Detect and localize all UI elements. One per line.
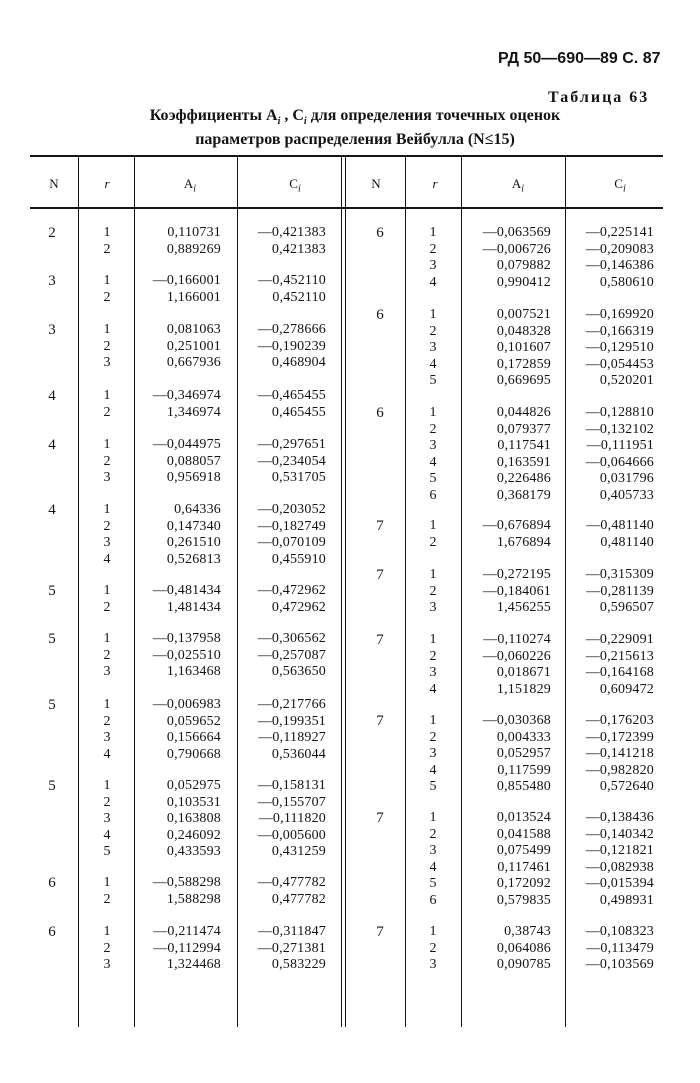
header-r-right bbox=[418, 176, 452, 192]
left-row-c: —0,199351 bbox=[257, 713, 326, 729]
left-row-r: 1 bbox=[103, 322, 111, 337]
right-row-c: 0,481140 bbox=[600, 534, 654, 550]
title-subscript-c: i bbox=[303, 116, 307, 128]
left-row-r: 1 bbox=[103, 502, 111, 517]
right-row-c: —0,103569 bbox=[585, 957, 654, 972]
left-row-c: —0,421383 bbox=[257, 225, 326, 240]
right-group-n: 7 bbox=[376, 713, 384, 729]
left-row-c: 0,455910 bbox=[271, 551, 326, 567]
left-row-c: 0,431259 bbox=[271, 844, 326, 859]
right-row-c: —0,113479 bbox=[586, 940, 654, 956]
right-row-r: 3 bbox=[429, 665, 437, 680]
left-row-a: 1,481434 bbox=[166, 599, 221, 615]
left-row-a: 1,163468 bbox=[166, 664, 221, 679]
title-part-a: Коэффициенты A bbox=[149, 107, 278, 124]
table-top-rule bbox=[30, 155, 663, 157]
right-row-a: 0,172092 bbox=[496, 876, 551, 891]
right-row-a: 0,38743 bbox=[504, 924, 551, 939]
right-row-a: 0,368179 bbox=[496, 487, 551, 503]
right-row-a: 0,044826 bbox=[496, 405, 551, 420]
left-row-c: 0,452110 bbox=[272, 289, 326, 305]
left-row-r: 1 bbox=[103, 778, 111, 793]
right-row-r: 1 bbox=[429, 307, 437, 322]
left-row-r: 4 bbox=[103, 551, 111, 567]
left-row-c: —0,477782 bbox=[257, 875, 326, 890]
right-row-r: 3 bbox=[429, 843, 437, 858]
right-row-r: 2 bbox=[429, 648, 437, 664]
header-a-left-label: A bbox=[183, 176, 194, 191]
table-header-rule bbox=[30, 207, 663, 209]
left-row-r: 2 bbox=[103, 713, 111, 729]
left-row-c: 0,563650 bbox=[271, 664, 326, 679]
right-row-a: 0,064086 bbox=[496, 940, 551, 956]
right-row-c: 0,520201 bbox=[599, 373, 654, 388]
header-r-right-label: r bbox=[432, 176, 438, 191]
right-row-a: 0,990412 bbox=[496, 274, 551, 290]
right-row-a: 0,855480 bbox=[496, 779, 551, 794]
left-row-r: 1 bbox=[103, 875, 111, 890]
left-row-a: —0,588298 bbox=[152, 875, 221, 890]
left-row-r: 2 bbox=[103, 891, 111, 907]
right-row-c: —0,140342 bbox=[585, 826, 654, 842]
left-row-a: 0,110731 bbox=[167, 225, 221, 240]
right-row-r: 4 bbox=[429, 762, 437, 778]
col-divider-right-r-a bbox=[461, 157, 462, 1027]
right-row-a: 0,075499 bbox=[496, 843, 551, 858]
right-row-r: 2 bbox=[429, 534, 437, 550]
left-row-r: 3 bbox=[103, 957, 111, 972]
right-row-a: 0,018671 bbox=[496, 665, 551, 680]
left-row-a: 1,346974 bbox=[166, 404, 221, 420]
left-row-r: 2 bbox=[103, 404, 111, 420]
right-row-c: —0,481140 bbox=[586, 518, 654, 533]
left-row-r: 2 bbox=[103, 599, 111, 615]
right-row-c: —0,082938 bbox=[585, 859, 654, 875]
right-row-c: —0,146386 bbox=[585, 258, 654, 273]
header-c-left bbox=[255, 176, 335, 195]
left-row-c: —0,257087 bbox=[257, 647, 326, 663]
left-row-r: 3 bbox=[103, 664, 111, 679]
right-row-r: 5 bbox=[429, 471, 437, 486]
header-c-left-sub: i bbox=[297, 183, 301, 195]
left-row-r: 3 bbox=[103, 730, 111, 745]
left-row-a: —0,166001 bbox=[152, 273, 221, 288]
left-row-c: —0,158131 bbox=[257, 778, 326, 793]
right-row-a: 0,048328 bbox=[496, 323, 551, 339]
left-row-c: —0,311847 bbox=[258, 924, 326, 939]
header-c-right-sub: i bbox=[622, 183, 626, 195]
right-row-r: 2 bbox=[429, 729, 437, 745]
col-divider-right-n-r bbox=[405, 157, 406, 1027]
right-row-a: 0,669695 bbox=[496, 373, 551, 388]
right-group-n: 6 bbox=[376, 225, 384, 241]
right-row-a: —0,030368 bbox=[482, 713, 551, 728]
right-row-a: 0,117461 bbox=[497, 859, 551, 875]
right-row-a: 0,079377 bbox=[496, 421, 551, 437]
right-row-c: 0,580610 bbox=[599, 274, 654, 290]
left-group-n: 4 bbox=[48, 437, 56, 453]
left-row-c: —0,234054 bbox=[257, 453, 326, 469]
right-row-r: 1 bbox=[429, 567, 437, 582]
right-row-c: 0,572640 bbox=[599, 779, 654, 794]
right-row-r: 4 bbox=[429, 454, 437, 470]
left-row-c: —0,118927 bbox=[258, 730, 326, 745]
left-row-c: —0,217766 bbox=[257, 697, 326, 712]
right-row-r: 1 bbox=[429, 632, 437, 647]
right-row-c: —0,164168 bbox=[585, 665, 654, 680]
right-row-a: —0,060226 bbox=[482, 648, 551, 664]
right-row-r: 6 bbox=[429, 487, 437, 503]
right-row-a: 0,226486 bbox=[496, 471, 551, 486]
left-row-r: 1 bbox=[103, 273, 111, 288]
left-row-r: 1 bbox=[103, 225, 111, 240]
left-row-a: 0,889269 bbox=[166, 241, 221, 257]
right-row-c: —0,225141 bbox=[585, 225, 654, 240]
left-row-a: 0,261510 bbox=[166, 535, 221, 550]
left-row-c: 0,472962 bbox=[271, 599, 326, 615]
right-row-c: 0,031796 bbox=[599, 471, 654, 486]
right-row-r: 2 bbox=[429, 583, 437, 599]
header-n-left: N bbox=[49, 176, 59, 191]
right-row-r: 2 bbox=[429, 940, 437, 956]
left-group-n: 5 bbox=[48, 583, 56, 599]
left-group-n: 5 bbox=[48, 778, 56, 794]
left-row-r: 2 bbox=[103, 794, 111, 810]
left-row-c: —0,070109 bbox=[257, 535, 326, 550]
right-row-c: —0,015394 bbox=[585, 876, 654, 891]
left-row-a: —0,112994 bbox=[153, 940, 221, 956]
left-row-c: 0,583229 bbox=[271, 957, 326, 972]
left-row-a: 0,103531 bbox=[166, 794, 221, 810]
header-a-left-sub: i bbox=[193, 183, 197, 195]
left-row-c: —0,297651 bbox=[257, 437, 326, 452]
right-row-r: 3 bbox=[429, 438, 437, 453]
right-row-c: —0,054453 bbox=[585, 356, 654, 372]
header-a-right bbox=[478, 176, 558, 195]
left-row-r: 1 bbox=[103, 924, 111, 939]
left-row-c: —0,005600 bbox=[257, 827, 326, 843]
right-row-c: 0,596507 bbox=[599, 600, 654, 615]
left-row-c: —0,452110 bbox=[258, 273, 326, 288]
left-row-c: 0,421383 bbox=[271, 241, 326, 257]
right-row-r: 4 bbox=[429, 274, 437, 290]
header-r-left-label: r bbox=[104, 176, 110, 191]
left-row-a: 0,246092 bbox=[166, 827, 221, 843]
left-row-r: 3 bbox=[103, 535, 111, 550]
left-row-a: 0,790668 bbox=[166, 746, 221, 762]
right-group-n: 7 bbox=[376, 632, 384, 648]
left-group-n: 6 bbox=[48, 875, 56, 891]
right-row-r: 4 bbox=[429, 859, 437, 875]
right-row-c: —0,166319 bbox=[585, 323, 654, 339]
left-row-c: —0,182749 bbox=[257, 518, 326, 534]
right-row-a: 0,163591 bbox=[496, 454, 551, 470]
right-row-c: —0,121821 bbox=[585, 843, 654, 858]
right-row-c: —0,128810 bbox=[585, 405, 654, 420]
right-row-r: 3 bbox=[429, 600, 437, 615]
left-row-a: 0,088057 bbox=[166, 453, 221, 469]
right-row-r: 2 bbox=[429, 323, 437, 339]
left-row-a: 0,433593 bbox=[166, 844, 221, 859]
left-row-a: 0,163808 bbox=[166, 811, 221, 826]
left-row-c: —0,203052 bbox=[257, 502, 326, 517]
right-row-c: —0,108323 bbox=[585, 924, 654, 939]
left-row-c: 0,477782 bbox=[271, 891, 326, 907]
header-n-right: N bbox=[371, 176, 381, 191]
right-row-c: —0,982820 bbox=[585, 762, 654, 778]
header-r-left bbox=[90, 176, 124, 192]
right-row-c: —0,176203 bbox=[585, 713, 654, 728]
left-row-a: 1,166001 bbox=[166, 289, 221, 305]
left-row-r: 3 bbox=[103, 811, 111, 826]
right-group-n: 7 bbox=[376, 518, 384, 534]
right-group-n: 6 bbox=[376, 405, 384, 421]
right-row-c: —0,315309 bbox=[585, 567, 654, 582]
left-row-r: 2 bbox=[103, 647, 111, 663]
left-group-n: 2 bbox=[48, 225, 56, 241]
right-row-a: 0,101607 bbox=[496, 340, 551, 355]
right-row-c: —0,172399 bbox=[585, 729, 654, 745]
right-row-a: 1,676894 bbox=[496, 534, 551, 550]
right-row-a: —0,184061 bbox=[482, 583, 551, 599]
right-group-n: 6 bbox=[376, 307, 384, 323]
right-row-a: 0,117599 bbox=[497, 762, 551, 778]
left-row-a: 0,526813 bbox=[166, 551, 221, 567]
right-group-n: 7 bbox=[376, 810, 384, 826]
right-row-r: 5 bbox=[429, 876, 437, 891]
left-group-n: 4 bbox=[48, 388, 56, 404]
right-row-a: 0,079882 bbox=[496, 258, 551, 273]
right-row-a: 1,456255 bbox=[496, 600, 551, 615]
left-row-c: —0,271381 bbox=[257, 940, 326, 956]
right-row-c: —0,215613 bbox=[585, 648, 654, 664]
right-row-c: 0,498931 bbox=[599, 892, 654, 908]
left-row-a: —0,481434 bbox=[152, 583, 221, 598]
left-row-c: —0,190239 bbox=[257, 338, 326, 354]
left-row-c: 0,531705 bbox=[271, 470, 326, 485]
left-row-c: —0,278666 bbox=[257, 322, 326, 337]
left-row-r: 2 bbox=[103, 940, 111, 956]
left-row-r: 1 bbox=[103, 697, 111, 712]
table-title-line1 bbox=[120, 107, 590, 127]
left-row-r: 2 bbox=[103, 453, 111, 469]
right-row-r: 5 bbox=[429, 373, 437, 388]
left-row-a: —0,025510 bbox=[152, 647, 221, 663]
left-row-r: 4 bbox=[103, 827, 111, 843]
right-row-r: 3 bbox=[429, 746, 437, 761]
left-row-a: 0,64336 bbox=[174, 502, 221, 517]
right-row-a: 0,004333 bbox=[496, 729, 551, 745]
col-divider-left-a-c bbox=[237, 157, 238, 1027]
left-row-c: —0,155707 bbox=[257, 794, 326, 810]
right-row-r: 1 bbox=[429, 924, 437, 939]
left-row-c: —0,306562 bbox=[257, 631, 326, 646]
left-group-n: 5 bbox=[48, 631, 56, 647]
right-row-a: —0,272195 bbox=[482, 567, 551, 582]
right-row-c: 0,609472 bbox=[599, 681, 654, 697]
title-part-rest: для определения точечных оценок bbox=[310, 107, 561, 124]
left-row-r: 1 bbox=[103, 583, 111, 598]
left-row-r: 3 bbox=[103, 355, 111, 370]
left-row-a: 0,667936 bbox=[166, 355, 221, 370]
right-row-r: 3 bbox=[429, 340, 437, 355]
left-row-c: —0,111820 bbox=[258, 811, 326, 826]
right-row-c: —0,111951 bbox=[586, 438, 654, 453]
left-row-c: 0,536044 bbox=[271, 746, 326, 762]
left-row-a: 0,052975 bbox=[166, 778, 221, 793]
right-row-c: —0,281139 bbox=[586, 583, 654, 599]
right-row-r: 1 bbox=[429, 405, 437, 420]
right-row-r: 1 bbox=[429, 713, 437, 728]
right-row-r: 2 bbox=[429, 826, 437, 842]
right-row-a: 0,172859 bbox=[496, 356, 551, 372]
left-group-n: 6 bbox=[48, 924, 56, 940]
col-divider-double-1 bbox=[341, 157, 342, 1027]
right-row-a: —0,676894 bbox=[482, 518, 551, 533]
page-reference: РД 50—690—89 С. 87 bbox=[498, 50, 661, 67]
right-row-r: 3 bbox=[429, 258, 437, 273]
right-row-c: —0,064666 bbox=[585, 454, 654, 470]
right-row-c: 0,405733 bbox=[599, 487, 654, 503]
left-row-c: —0,465455 bbox=[257, 388, 326, 403]
right-row-r: 4 bbox=[429, 681, 437, 697]
left-row-a: 0,251001 bbox=[166, 338, 221, 354]
left-row-a: —0,044975 bbox=[152, 437, 221, 452]
right-row-r: 5 bbox=[429, 779, 437, 794]
left-row-a: 1,324468 bbox=[166, 957, 221, 972]
right-row-r: 2 bbox=[429, 421, 437, 437]
right-row-a: 1,151829 bbox=[496, 681, 551, 697]
title-subscript-a: i bbox=[277, 116, 281, 128]
right-row-r: 1 bbox=[429, 518, 437, 533]
left-row-r: 5 bbox=[103, 844, 111, 859]
title-part-c: , C bbox=[284, 107, 304, 124]
left-row-r: 3 bbox=[103, 470, 111, 485]
header-c-right-label: C bbox=[614, 176, 623, 191]
header-c-right bbox=[580, 176, 660, 195]
right-row-c: —0,229091 bbox=[585, 632, 654, 647]
col-divider-right-a-c bbox=[565, 157, 566, 1027]
header-a-right-label: A bbox=[511, 176, 522, 191]
left-row-r: 2 bbox=[103, 241, 111, 257]
left-group-n: 5 bbox=[48, 697, 56, 713]
table-label: Таблица 63 bbox=[548, 89, 650, 106]
left-row-a: 0,059652 bbox=[166, 713, 221, 729]
right-row-a: —0,063569 bbox=[482, 225, 551, 240]
right-row-r: 1 bbox=[429, 225, 437, 240]
left-row-c: 0,468904 bbox=[271, 355, 326, 370]
col-divider-left-r-a bbox=[134, 157, 135, 1027]
left-row-a: —0,137958 bbox=[152, 631, 221, 646]
left-row-r: 2 bbox=[103, 338, 111, 354]
left-group-n: 4 bbox=[48, 502, 56, 518]
left-row-a: 0,081063 bbox=[166, 322, 221, 337]
left-row-a: 0,956918 bbox=[166, 470, 221, 485]
left-group-n: 3 bbox=[48, 273, 56, 289]
right-row-a: 0,052957 bbox=[496, 746, 551, 761]
right-row-a: 0,013524 bbox=[496, 810, 551, 825]
right-row-r: 6 bbox=[429, 892, 437, 908]
left-group-n: 3 bbox=[48, 322, 56, 338]
right-row-r: 3 bbox=[429, 957, 437, 972]
right-row-c: —0,209083 bbox=[585, 241, 654, 257]
right-row-a: —0,110274 bbox=[483, 632, 551, 647]
left-row-r: 1 bbox=[103, 437, 111, 452]
left-row-r: 2 bbox=[103, 289, 111, 305]
left-row-c: 0,465455 bbox=[271, 404, 326, 420]
right-row-r: 4 bbox=[429, 356, 437, 372]
left-row-a: 1,588298 bbox=[166, 891, 221, 907]
right-row-c: —0,169920 bbox=[585, 307, 654, 322]
right-row-r: 2 bbox=[429, 241, 437, 257]
right-row-r: 1 bbox=[429, 810, 437, 825]
left-row-r: 1 bbox=[103, 631, 111, 646]
left-row-r: 2 bbox=[103, 518, 111, 534]
col-divider-double-2 bbox=[345, 157, 346, 1027]
right-row-a: —0,006726 bbox=[482, 241, 551, 257]
right-group-n: 7 bbox=[376, 567, 384, 583]
left-row-a: —0,346974 bbox=[152, 388, 221, 403]
header-c-left-label: C bbox=[289, 176, 298, 191]
right-row-a: 0,090785 bbox=[496, 957, 551, 972]
right-row-a: 0,041588 bbox=[496, 826, 551, 842]
header-a-right-sub: i bbox=[521, 183, 525, 195]
table-title-line2: параметров распределения Вейбулла (N≤15) bbox=[195, 131, 515, 148]
right-row-c: —0,132102 bbox=[585, 421, 654, 437]
right-row-c: —0,138436 bbox=[585, 810, 654, 825]
left-row-r: 1 bbox=[103, 388, 111, 403]
right-group-n: 7 bbox=[376, 924, 384, 940]
right-row-a: 0,007521 bbox=[496, 307, 551, 322]
header-a-left bbox=[150, 176, 230, 195]
left-row-a: 0,156664 bbox=[166, 730, 221, 745]
left-row-a: 0,147340 bbox=[166, 518, 221, 534]
left-row-a: —0,211474 bbox=[153, 924, 221, 939]
left-row-r: 4 bbox=[103, 746, 111, 762]
col-divider-left-n-r bbox=[78, 157, 79, 1027]
left-row-a: —0,006983 bbox=[152, 697, 221, 712]
right-row-c: —0,141218 bbox=[585, 746, 654, 761]
right-row-a: 0,117541 bbox=[497, 438, 551, 453]
left-row-c: —0,472962 bbox=[257, 583, 326, 598]
right-row-a: 0,579835 bbox=[496, 892, 551, 908]
right-row-c: —0,129510 bbox=[585, 340, 654, 355]
